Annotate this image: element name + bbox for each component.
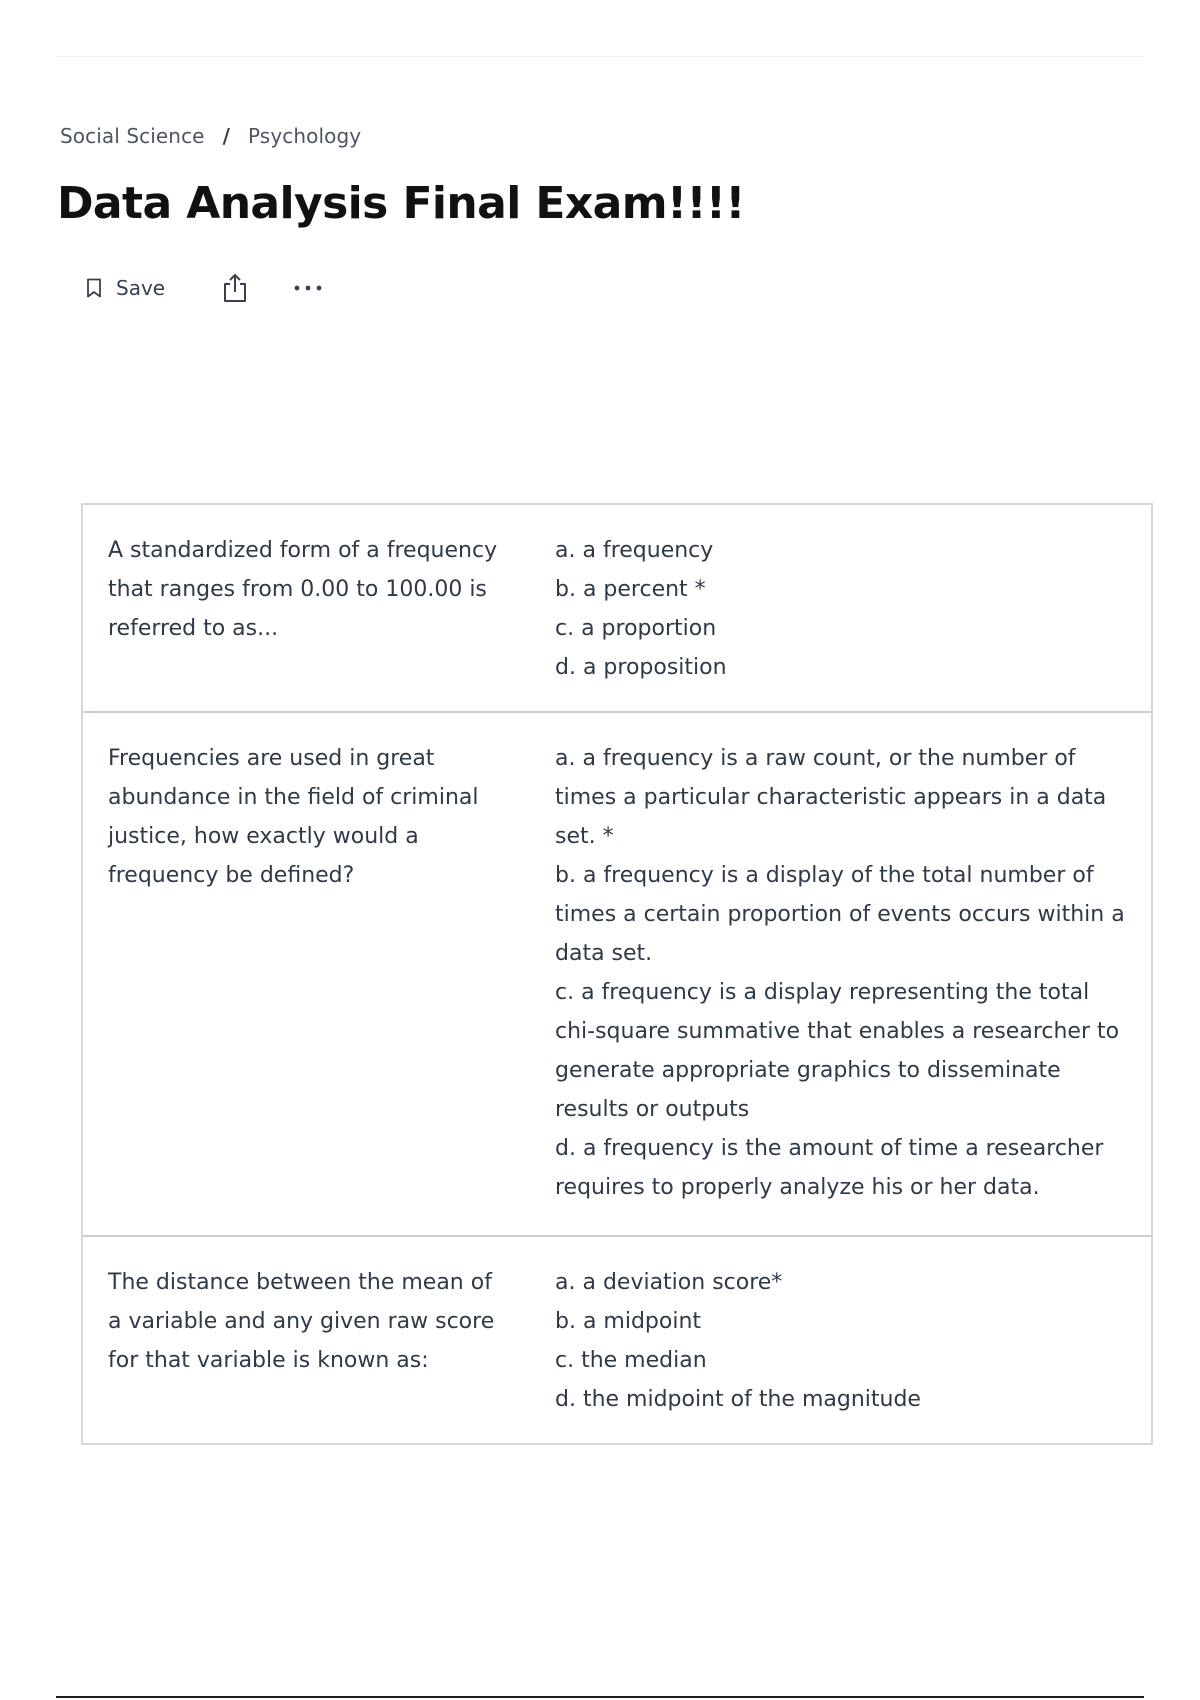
breadcrumb [60, 124, 361, 148]
answer-option: a. a frequency [555, 538, 714, 563]
answer-options [555, 505, 1151, 711]
more-options-button[interactable] [293, 276, 323, 300]
answer-option: d. a proposition [555, 655, 727, 680]
answer-options [555, 713, 1151, 1235]
answer-option: c. a proportion [555, 616, 717, 641]
answer-option: a. a frequency is a raw count, or the number of times a particular characteristic appears in a data set. * [555, 746, 1107, 849]
question-row [83, 505, 1151, 713]
save-label: Save [116, 276, 166, 300]
answer-options [555, 1237, 1151, 1443]
answer-option: c. a frequency is a display representing the total chi-square summative that enables a researcher to generate appropriate graphics to disseminate results or outputs [555, 980, 1120, 1122]
breadcrumb-separator: / [222, 124, 230, 148]
answer-option: a. a deviation score* [555, 1270, 783, 1295]
breadcrumb-social-science[interactable]: Social Science [60, 124, 205, 148]
top-divider [56, 56, 1144, 57]
page-title: Data Analysis Final Exam!!!! [57, 178, 745, 229]
answer-option: b. a percent * [555, 577, 706, 602]
answer-option: d. the midpoint of the magnitude [555, 1387, 921, 1412]
save-button[interactable] [86, 276, 165, 300]
share-icon [221, 272, 249, 304]
answer-option: b. a midpoint [555, 1309, 702, 1334]
answer-option: c. the median [555, 1348, 707, 1373]
answer-option: d. a frequency is the amount of time a researcher requires to properly analyze his or her data. [555, 1136, 1104, 1200]
breadcrumb-psychology[interactable]: Psychology [248, 124, 362, 148]
question-text: The distance between the mean of a variable and any given raw score for that variable is known as: [108, 1270, 495, 1373]
action-bar [86, 270, 323, 306]
question-row [83, 1237, 1151, 1443]
question-row [83, 713, 1151, 1237]
answer-option: b. a frequency is a display of the total number of times a certain proportion of events occurs within a data set. [555, 863, 1125, 966]
question-table [81, 503, 1153, 1445]
question-text: A standardized form of a frequency that ranges from 0.00 to 100.00 is referred to as... [108, 538, 498, 641]
share-button[interactable] [221, 272, 249, 304]
more-horizontal-icon [293, 284, 323, 292]
bottom-divider [56, 1696, 1144, 1698]
question-text: Frequencies are used in great abundance in the field of criminal justice, how exactly would a frequency be defined? [108, 746, 479, 888]
bookmark-icon [86, 278, 102, 298]
